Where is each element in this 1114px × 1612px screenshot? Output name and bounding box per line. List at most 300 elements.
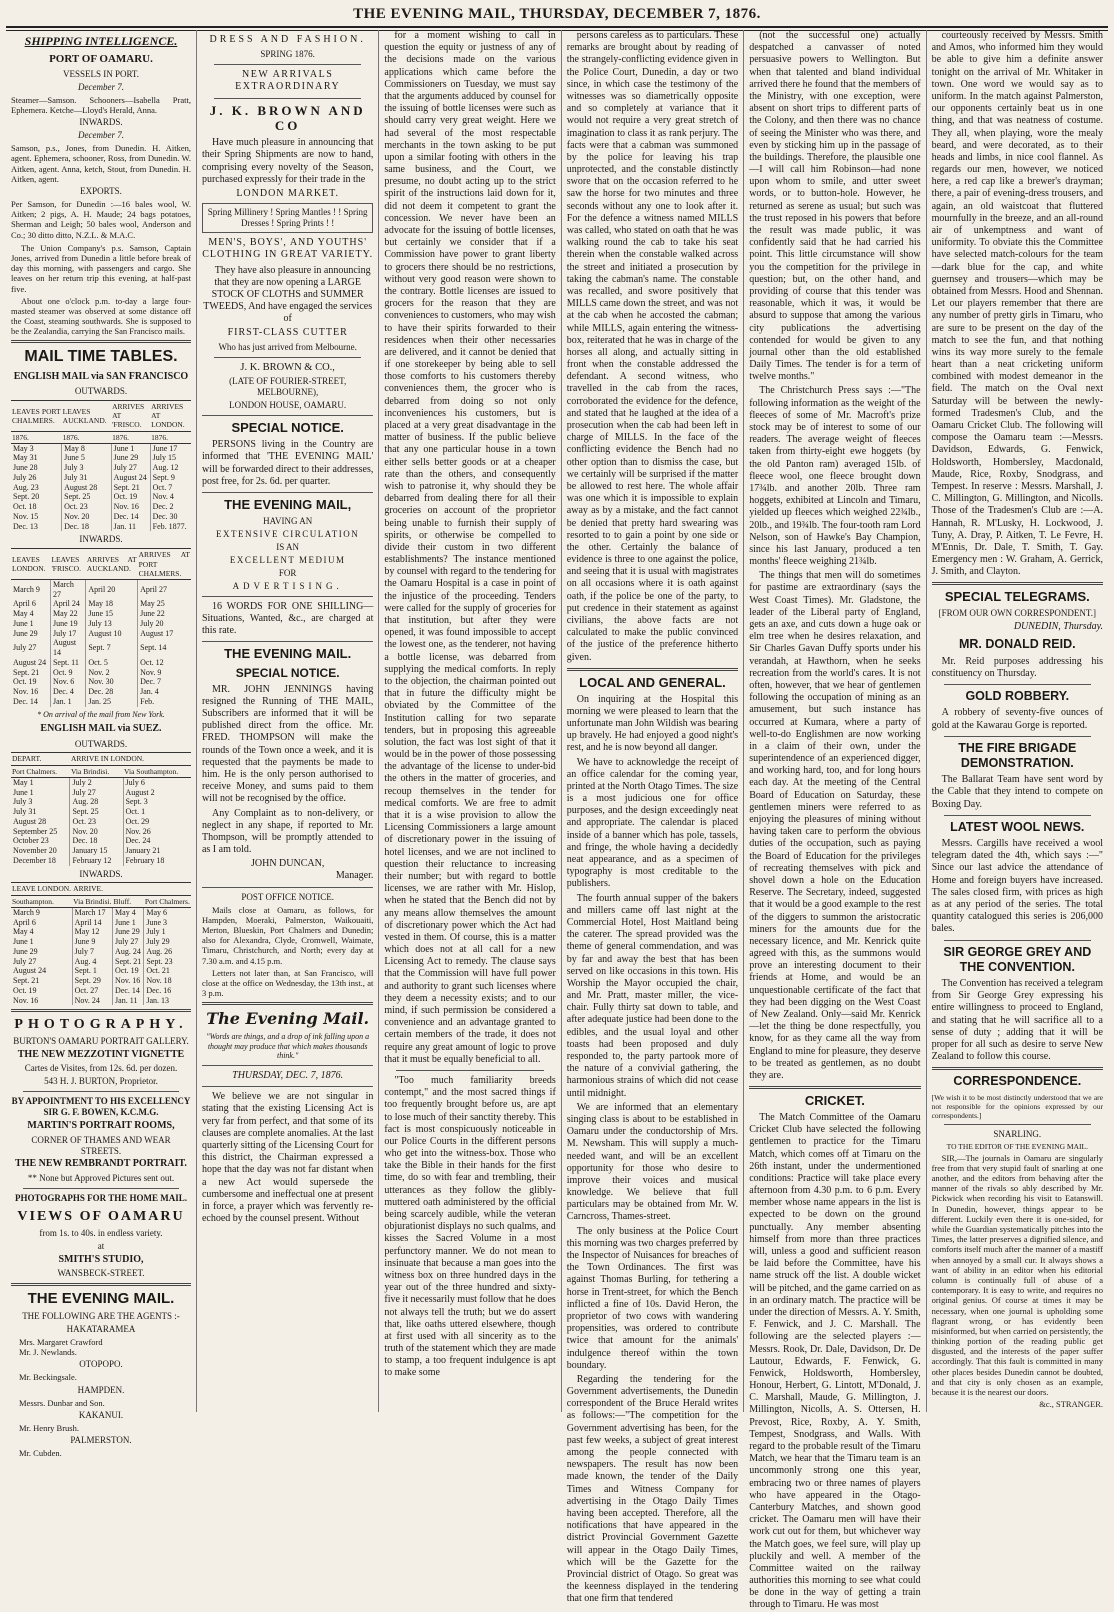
martins-rooms: MARTIN'S PORTRAIT ROOMS, (27, 1120, 175, 1132)
table-cell: June 28 (11, 463, 62, 473)
table-cell: Dec. 18 (62, 522, 111, 532)
divider (202, 1065, 373, 1066)
column-3 (379, 30, 561, 1412)
editorial-licensing: for a moment wishing to call in question the equity or justness of any of the decisions made on the various applications which came before the Commissioners on Tuesday, we must say that the arguments adduced by counsel for the issuing of bottle licenses were such as should carry very great weight. Here we had several of the most respectable merchants in the town asking to be put upon a similar footing with others in the same business, and the Court, we presume, no doubt acting up to the strict spirit of the instructions laid down for it, did not deem it competent to grant the concession. We never have been an advocate for the issuing of bottle licenses, but certainly we consider that if a Commission have power to grant liberty to grocers there should be no restrictions, without very good reason were shown to the contrary. Bottle licenses are issued to grocers for the reason that they are conveniences to customers, who may wish to have their spirits forwarded to their residences when their other necessaries are delivered, and it cannot be denied that if one storekeeper by being able to sell those comforts to his customers thereby conveniences them, the grocer who is debarred from doing so not only inconveniences his customers, but is placed at a very great disadvantage in the matter of business. If the public believe that any one particular house in a town either sells better goods or at a cheaper rate than the others, and consequently wish to patronise it, why should they be debarred from dealing there for all their groceries on account of the proprietor being unable to furnish their supply of spirits, or otherwise be compelled to divide their custom in two different establishments? The instance mentioned by counsel with regard to the tendering for the Oamaru Hospital is a case in point of the injustice of the proceeding. Tenders were called for the supply of groceries for that institution, but after they were opened, it was found impossible to accept the lowest one, as the tenderer, not having a bottle license, was debarred from supplying the medical comforts. In reply to the objection, the chairman pointed out that in future the difficulty might be obviated by the Committee of the Institution calling for two separate tenders, but in proposing this agreeable solution, the fact was lost sight of that it would be in the power of those possessing the advantage of the license to under-bid the others in the matter of groceries, and recoup themselves in the tender for medical comforts. We are free to admit that it is a wise provision to allow the Licensing Commissioners a large amount of discretionary power in the issuing of hotel licenses, and we are not inclined to question their reluctance to increasing their number; but with regard to bottle licenses, we are rather with Mr. Hislop, when he stated that the Bench did not by any means allow themselves the amount of discretionary power which the Act had vested in them. Of course, this is a matter which does not at all call for a new Licensing Act to remedy. The clause says that the Commission will have full power and authority to grant such licenses where they deem a necessity exists; and to our mind, if such permission be considered a convenience and an advantage granted to certain members of the trade, it does not require any great amount of logic to prove that it must be equally beneficial to all. (384, 30, 556, 1065)
evening-mail-gothic-title: The Evening Mail. (206, 1009, 370, 1029)
table-cell: Nov. 2 (86, 668, 138, 678)
column-header: ARRIVES AT LONDON. (150, 401, 191, 431)
column-2 (197, 30, 379, 1412)
agent-place: KAKANUI. (78, 1409, 124, 1420)
jk-brown-co: J. K. BROWN & CO., (240, 361, 335, 373)
wansbeck-street: WANSBECK-STREET. (57, 1267, 145, 1278)
table-cell: Dec. 7 (140, 677, 162, 687)
table-cell: Oct. 18 (11, 502, 62, 512)
year-header: 1876. (111, 431, 150, 443)
divider (202, 887, 373, 888)
table-cell: Sept. 23 (146, 956, 173, 966)
table-cell: Oct. 5 (86, 658, 138, 668)
brown-heading: J. K. BROWN AND CO (209, 102, 366, 134)
divider (202, 596, 373, 597)
table-cell: September 25 (11, 827, 70, 837)
vessels-heading: VESSELS IN PORT. (62, 69, 140, 80)
table-row (11, 609, 191, 619)
agent-name: Mrs. Margaret Crawford (19, 1337, 103, 1348)
fire-brigade-text: The Ballarat Team have sent word by the Cable that they intend to compete on Boxing Day. (931, 774, 1103, 810)
local-bakers-supper: The fourth annual supper of the bakers and millers came off last night at the Commercial Hotel, Host Maitland being the caterer. The spread provided was the theme of general commendation, and was by far and away the best that has been served on like occasions in this town. His Worship the Mayor occupied the chair, and Mr. Pratt, master miller, the vice-chair. Fully thirty sat down to table, and after adequate justice had been done to the edibles, and the usual loyal and other toasts had been proposed and duly responded to, the party partook more of the nature of a convivial gathering, the harmonious strains of which did not cease until midnight. (566, 892, 739, 1099)
table-cell: July 27 (11, 638, 50, 658)
table-cell: Oct. 19 (11, 986, 72, 996)
complaint-notice: Any Complaint as to non-delivery, or neglect in any shape, if reported to Mr. Thompson, will be promptly attended to as I am told. (201, 807, 374, 856)
table-cell: June 5 (62, 453, 111, 463)
table-row (11, 788, 191, 798)
photography-heading: PHOTOGRAPHY. (14, 1017, 188, 1033)
table-row (11, 502, 191, 512)
table-cell: August 14 (50, 638, 85, 658)
inwards-label: INWARDS. (79, 534, 123, 545)
table-cell: Oct. 19 (111, 492, 150, 502)
table-row (11, 668, 191, 678)
table-cell: August 28 (11, 817, 70, 827)
agents-heading: THE FOLLOWING ARE THE AGENTS :- (22, 1311, 180, 1322)
table-cell: June 29 (113, 927, 144, 937)
table-cell: Dec. 14 (111, 512, 150, 522)
divider (567, 668, 738, 671)
views-of-oamaru: VIEWS OF OAMARU (17, 1208, 185, 1224)
columns (6, 30, 1108, 1611)
spring-list: Spring Millinery ! Spring Mantles ! ! Spring Dresses ! Spring Prints ! ! (202, 203, 373, 233)
letter-signoff: &c., STRANGER. (1039, 1399, 1103, 1410)
table-cell: June 1 (11, 937, 72, 947)
table-cell: Oct. 27 (72, 986, 112, 996)
cricket-continued: courteously received by Messrs. Smith and Amos, who informed him they would be able to give him a definite answer tonight on the arrival of Mr. Whitaker in town. One word we would say as to uniform. In the match against Palmerston, our opponents certainly beat us in one thing, and that was neatness of costume. They all, when playing, wore the mealy beard, and were decorated, as to their heads and limbs, in nice cool flannel. As regards our men, however, we noticed here, a red cap like a brewer's drayman; there, a pair of evening-dress trousers, and again, an old waistcoat that fluttered mournfully in the breeze, and an all-round air of unkemptness and want of uniformity. To obviate this the Committee have selected match-colours for the team—dark blue for the cap, and white guernsey and trousers—which may be obtained from Messrs. Hood and Shennan. Let our players remember that there are any number of pretty girls in Timaru, who are sure to be present on the day of the match to see the fun, and that nothing wins its way more surely to the female heart than a neat cricketing uniform combined with modest demeanor in the field. The match on the Oval next Saturday will be between the newly-formed Tradesmen's Club, and the Oamaru Cricket Club. The following will compose the Oamaru team :—Messrs. Davidson, Edwards, G. Fenwick, Holdsworth, Hombersley, Macdonald, Maude, Rice, Roxby, Snodgrass, and Tempest. In reserve : Messrs. Marshall, J. C. Millington, G. Millington, and Nicolls. Those of the Tradesmen's Club are :—A. Hannah, R. M'Lusky, H. Lockwood, J. Tuny, A. Dray, P. Aitken, T. Le Fevre, H. M'Ennis, Dr. Dale, T. Smith, T. Gay. Emergency men : W. Graham, A. Gerrick, J. Smith, and Clayton. (931, 30, 1103, 578)
burton-proprietor: 543 H. J. BURTON, Proprietor. (44, 1076, 158, 1087)
table-cell: Nov. 16 (11, 996, 72, 1006)
table-cell: Sept. 20 (11, 492, 62, 502)
table-row (11, 483, 191, 493)
table-row (11, 687, 191, 697)
local-hospital: On inquiring at the Hospital this morning we were pleased to learn that the unfortunate man John Wildish was bearing up bravely. He had enjoyed a good night's rest, and he is now beyond all danger. (566, 693, 739, 754)
london-market: LONDON MARKET. (236, 188, 340, 199)
table-cell: July 13 (86, 619, 138, 629)
table-cell: June 1 (11, 619, 50, 629)
vessels-text: Steamer—Samson. Schooners—Isabella Pratt, Ephemera. Ketche—Lloyd's Herald, Anna. (11, 94, 191, 116)
local-canvasser: (not the successful one) actually despatched a canvasser of noted persuasive powers to Wellington. But when that talented and bland individual arrived there he found that the members of the Ministry, with one exception, were absent on short trips to different parts of the Colony, and then there was no chance of seeing the Minister who was there, and even by sticking him up in the passage of the buildings. Therefore, the plausible one—I will call him Robinson—had none upon whom to smile, and utter sweet words, or to button-hole. However, he returned as serene as usual; but such was the trust reposed in his powers that before the result was made public, it was confidently said that he had carried his point. This little circumstance will show you the competition for the privilege in question; but, on the other hand, and providing of course that this tender was reasonable, which it was, it would be absurd to suppose that among the various city publications the advertising contended for would be given to any journal other than the old established Daily Times. The tender is for a term of twelve months." (749, 30, 921, 383)
year-header: 1876. (62, 431, 111, 443)
divider (214, 64, 361, 65)
gold-robbery-text: A robbery of seventy-five ounces of gold at the Kawarau Gorge is reported. (931, 707, 1103, 731)
table-cell: Nov. 24 (72, 996, 112, 1006)
table-cell: Dec. 28 (86, 687, 138, 697)
table-cell: Nov. 16 (113, 976, 144, 986)
table-cell: November 20 (11, 846, 70, 856)
table-row (11, 807, 191, 817)
table-cell: Dec. 18 (70, 836, 123, 846)
table-cell: January 15 (70, 846, 123, 856)
sub-header: Bluff. (113, 895, 144, 907)
correspondence-note: [We wish it to be most distinctly understood that we are not responsible for the opinions expressed by our correspondents.] (931, 1092, 1103, 1120)
table-cell: Sept. 1 (72, 966, 112, 976)
table-cell: March 9 (11, 579, 50, 599)
divider (944, 815, 1091, 816)
mail-table-suez-inwards (11, 882, 191, 1005)
cricket-heading: CRICKET. (804, 1093, 865, 1109)
fire-brigade-heading: THE FIRE BRIGADE DEMONSTRATION. (958, 740, 1077, 770)
table-row (11, 492, 191, 502)
table-row (11, 512, 191, 522)
table-cell: Sept. 25 (70, 807, 123, 817)
smiths-studio: SMITH'S STUDIO, (58, 1253, 144, 1265)
table-row (11, 453, 191, 463)
table-cell: Jan. 11 (113, 996, 144, 1006)
special-notice-heading: SPECIAL NOTICE. (231, 420, 344, 436)
table-cell: Sept. 21 (11, 668, 50, 678)
local-singing-class: We are informed that an elementary singing class is about to be established in Oamaru under the conductorship of Mrs. M. Newsham. This will supply a much-needed want, and will be an excellent opportunity for those who desire to improve their voices and musical knowledge. We believe that full particulars may be obtained from Mr. W. Carncross, Thames-street. (566, 1101, 739, 1223)
table-row (11, 797, 191, 807)
gold-robbery-heading: GOLD ROBBERY. (965, 689, 1070, 704)
table-cell: July 27 (113, 937, 144, 947)
wool-news-text: Messrs. Cargills have received a wool telegram dated the 4th, which says :—" Since our last advice the attendance of Home and foreign buyers have increased. The sales closed firm, with prices as high as at any period of the series. The total quantity catalogued this series is 206,000 bales. (931, 838, 1103, 935)
column-header: ARRIVES AT AUCKLAND. (86, 549, 138, 579)
steamer-text: About one o'clock p.m. to-day a large four-masted steamer was observed at some distance off the Coast, steaming southwards. She is supposed to be the Zealandia, carrying the San Francisco mails. (11, 295, 191, 337)
table-cell: July 3 (11, 797, 70, 807)
table-cell: Sept. 21 (113, 957, 144, 967)
english-mail-suez-heading: ENGLISH MAIL via SUEZ. (40, 723, 162, 735)
divider (944, 940, 1091, 941)
column-header: LEAVES PORT CHALMERS. (11, 401, 62, 431)
column-1 (6, 30, 197, 1458)
table-cell: July 2 (70, 777, 123, 787)
table-cell: Sept. 14 (140, 643, 167, 653)
table-row (11, 817, 191, 827)
table-cell: Aug. 4 (72, 957, 112, 967)
agent-place: HAKATARAMEA (66, 1324, 136, 1335)
table-cell: Nov. 20 (70, 827, 123, 837)
brown-text: Have much pleasure in announcing that their Spring Shipments are now to hand, comprising every novelty of the Season, purchased expressly for their trade in the (201, 137, 374, 185)
table-row (11, 443, 191, 453)
reid-text: Mr. Reid purposes addressing his constituency on Thursday. (931, 655, 1103, 679)
divider (202, 1086, 373, 1087)
table-cell: Nov. 6 (50, 677, 85, 687)
special-notice-heading-2: SPECIAL NOTICE. (235, 666, 340, 680)
column-header: ARRIVES AT PORT CHALMERS. (138, 550, 190, 578)
dress-fashion-heading: DRESS AND FASHION. (209, 34, 366, 45)
table-cell: Oct. 19 (11, 677, 50, 687)
table-cell: March 27 (50, 579, 85, 599)
table-cell: Aug. 24 (113, 947, 144, 957)
london-house: LONDON HOUSE, OAMARU. (229, 400, 347, 411)
exports-text: Per Samson, for Dunedin :—16 bales wool, W. Aitken; 2 pigs, A. H. Maude; 24 bags potatoes, Sherman and Leigh; 50 bales wool, Anderson and Co.; 30 ditto ditto, N.Z.L. & M.A.C. (11, 199, 191, 240)
table-cell: July 1 (146, 927, 166, 937)
wool-news-heading: LATEST WOOL NEWS. (950, 819, 1085, 834)
table-cell: December 18 (11, 856, 70, 866)
column-header: ARRIVE IN LONDON. (70, 753, 191, 765)
corner-streets: CORNER OF THAMES AND WEAR STREETS. (31, 1134, 171, 1156)
table-cell: August 24 (11, 966, 72, 976)
table-cell: May 22 (50, 609, 85, 619)
table-cell: April 6 (11, 918, 72, 928)
table-cell: Dec. 2 (152, 502, 174, 512)
table-row (11, 856, 191, 866)
dunedin-dateline: DUNEDIN, Thursday. (1013, 621, 1103, 633)
table-cell: July 3 (62, 463, 111, 473)
table-cell: Oct. 19 (113, 966, 144, 976)
table-row (11, 996, 191, 1006)
at-label: at (97, 1240, 105, 1251)
table-cell: Nov. 4 (152, 492, 174, 502)
column-header: ARRIVES AT 'FRISCO. (111, 401, 150, 431)
column-header: LEAVE LONDON. (12, 884, 72, 894)
agent-name: Mr. J. Newlands. (19, 1347, 77, 1358)
exports-heading: EXPORTS. (80, 186, 122, 197)
table-cell: Feb. (140, 696, 155, 706)
editorial-text: We believe we are not singular in stating that the existing Licensing Act is very far from perfect, and that some of its clauses are complete anomalies. At the last quarterly sitting of the Licensing Court for this district, the Chairman expressed a hope that the day was not far distant when a new Act would supersede the cumbersome and ineffectual one at present in force, a prayer which was fervently re-echoed by the counsel present. Without (201, 1091, 374, 1225)
divider (202, 1002, 373, 1005)
table-cell: Sept. 21 (111, 483, 150, 493)
table-cell: Oct. 23 (70, 817, 123, 827)
table-cell: Jan. 1 (50, 697, 85, 707)
table-cell: May 6 (146, 907, 168, 917)
evening-mail-heading-2: THE EVENING MAIL. (224, 646, 352, 662)
agent-name: Messrs. Dunbar and Son. (19, 1397, 105, 1408)
table-row (11, 947, 191, 957)
local-general-heading: LOCAL AND GENERAL. (579, 674, 726, 690)
grey-convention-text: The Convention has received a telegram from Sir George Grey expressing his entire willingness to proceed to England, and stating that he will sacrifice all to a sense of duty ; adding that it will be proper for all such as desire to serve New Zealand to follow this course. (931, 978, 1103, 1063)
agent-name: Mr. Henry Brush. (19, 1422, 79, 1433)
table-cell: Aug. 28 (70, 797, 123, 807)
table-row (11, 966, 191, 976)
editorial-familiarity: "Too much familiarity breeds contempt," and the most sacred things if too frequently brought before us, are apt to lose much of their sanctity thereby. This fact is most conspicuously noticeable in our Police Courts in the different persons who get into the witness-box. Those who take the Bible in their hands for the first time, do so with fear and trembling, their utterances as they follow the glibly-muttered oath administered by the official being scarcely audible, while the veteran objurationist displays no such qualms, and kisses the Sacred Volume in a most perfunctory manner. We do not mean to insinuate that because a man goes into the witness box on three hundred days in the year out of the three hundred and sixty-five it necessarily must follow that he does not always tell the truth; but we do assert that, like oaths uttered elsewhere, though at first used with all sincerity as to the truth of the statement which they are made to stamp, a too frequent indulgence is apt to make some (384, 1074, 556, 1379)
table-cell: August 17 (140, 628, 174, 638)
table-cell: Oct. 29 (125, 816, 150, 826)
table-cell: Nov. 15 (11, 512, 62, 522)
table-cell: Jan. 4 (140, 687, 159, 697)
divider (396, 1070, 543, 1071)
reid-heading: MR. DONALD REID. (958, 637, 1076, 652)
table-row (11, 463, 191, 473)
table-cell: Aug. 26 (146, 946, 173, 956)
table-cell: Nov. 16 (11, 687, 50, 697)
table-cell: Aug. 12 (152, 463, 179, 473)
table-cell: Dec. 16 (146, 985, 172, 995)
table-row (11, 599, 191, 609)
table-row (11, 579, 191, 599)
sixteen-words: 16 WORDS FOR ONE SHILLING— Situations, Wanted, &c., are charged at this rate. (201, 600, 374, 636)
table-cell: June 19 (50, 619, 85, 629)
shipping-heading: SHIPPING INTELLIGENCE. (24, 34, 178, 48)
table-cell: May 25 (140, 599, 165, 609)
divider (932, 1067, 1103, 1070)
inwards-heading: INWARDS. (79, 117, 123, 128)
excellent-medium: EXCELLENT MEDIUM (229, 554, 346, 565)
table-cell: Sept. 21 (11, 976, 72, 986)
to-editor: TO THE EDITOR OF THE EVENING MAIL. (946, 1141, 1088, 1151)
table-cell: Sept. 25 (62, 492, 111, 502)
cartes-price: Cartes de Visites, from 12s. 6d. per dozen. (24, 1063, 178, 1074)
arrival-note: * On arrival of the mail from New York. (37, 709, 165, 719)
advertising-label: ADVERTISING. (232, 580, 343, 591)
table-row (11, 846, 191, 856)
table-cell: June 3 (146, 917, 168, 927)
table-cell: Sept. 11 (50, 658, 85, 668)
mail-table-sf-inwards (11, 548, 191, 706)
table-cell: Oct. 12 (140, 657, 164, 667)
table-cell: July 15 (152, 453, 176, 463)
table-cell: June 29 (11, 629, 50, 639)
divider (944, 1124, 1091, 1125)
inwards-label-suez: INWARDS. (79, 868, 123, 879)
table-cell: Nov. 18 (146, 976, 172, 985)
union-text: The Union Company's p.s. Samson, Captain Jones, arrived from Dunedin a little before break of day this morning, with passengers and cargo. She leaves on her return trip this evening, at half-past five. (11, 242, 191, 294)
table-cell: Jan. 25 (86, 697, 138, 707)
table-cell: July 31 (11, 807, 70, 817)
table-cell: June 1 (113, 918, 144, 928)
table-row (11, 907, 191, 917)
extensive-circulation: EXTENSIVE CIRCULATION (216, 528, 360, 539)
table-cell: Nov. 9 (140, 667, 162, 677)
column-header: DEPART. (11, 753, 70, 765)
table-cell: August 28 (62, 483, 111, 493)
table-cell: Aug. 23 (11, 483, 62, 493)
table-row (11, 522, 191, 532)
table-cell: Jan. 13 (146, 995, 170, 1005)
mail-table-suez-outwards (11, 752, 191, 865)
english-mail-sf-heading: ENGLISH MAIL via SAN FRANCISCO (13, 370, 189, 382)
table-cell: July 6 (125, 777, 145, 787)
for-label: FOR (278, 567, 297, 578)
table-cell: May 18 (86, 599, 138, 609)
divider (944, 736, 1091, 737)
evening-mail-agents-title: THE EVENING MAIL. (27, 1289, 175, 1307)
table-cell: April 6 (11, 599, 50, 609)
table-cell: May 4 (11, 609, 50, 619)
table-cell: June 15 (86, 609, 138, 619)
sub-header: Via Southampton. (123, 765, 191, 777)
table-cell: Dec. 4 (50, 687, 85, 697)
table-cell: July 29 (146, 937, 170, 946)
column-6 (927, 30, 1108, 1412)
divider (11, 1283, 191, 1286)
agent-place: HAMPDEN. (77, 1384, 125, 1395)
grey-convention-heading: SIR GEORGE GREY AND THE CONVENTION. (943, 944, 1092, 974)
table-row (11, 836, 191, 846)
rembrandt-portrait: THE NEW REMBRANDT PORTRAIT. (15, 1158, 187, 1170)
agents-list (11, 1324, 191, 1458)
agent-name: Mr. Beckingsale. (19, 1372, 77, 1383)
snarling-heading: SNARLING. (993, 1128, 1042, 1139)
post-office-text: Mails close at Oamaru, as follows, for Hampden, Moeraki, Palmerston, Waikouaiti, Merton, Blueskin, Port Chalmers and Dunedin; also for Alexandra, Clyde, Cromwell, Waimate, Timaru, Christchurch, and North; every day at 7.30 a.m. and 4.15 p.m. (201, 904, 374, 966)
inwards-text: Samson, p.s., Jones, from Dunedin. H. Aitken, agent. Ephemera, schooner, Ross, from Dunedin. W. Aitken, agent. Anna, ketch, Stout, from Dunedin. H. Aitken, agent. (11, 143, 191, 184)
table-cell: August 24 (11, 658, 50, 668)
column-4 (562, 30, 744, 1605)
table-cell: July 27 (111, 463, 150, 473)
table-cell: January 21 (125, 846, 161, 855)
table-cell: August 10 (86, 629, 138, 639)
sub-header: Port Chalmers. (144, 896, 190, 906)
table-cell: Dec. 14 (11, 697, 50, 707)
spring-year: SPRING 1876. (260, 49, 315, 60)
table-cell: February 12 (70, 856, 123, 866)
table-cell: Oct. 7 (152, 482, 173, 492)
special-telegrams-heading: SPECIAL TELEGRAMS. (944, 589, 1090, 605)
divider (202, 641, 373, 642)
masthead: THE EVENING MAIL, THURSDAY, DECEMBER 7, 1876. (6, 4, 1108, 28)
table-cell: August 24 (111, 473, 150, 483)
table-cell: Oct. 23 (62, 502, 111, 512)
table-cell: May 3 (11, 443, 62, 453)
table-cell: Nov. 26 (125, 826, 151, 836)
table-cell: Sept. 9 (152, 472, 175, 482)
table-cell: June 9 (72, 937, 112, 947)
table-cell: Oct. 21 (146, 966, 170, 976)
table-row (11, 638, 191, 658)
persons-notice: PERSONS living in the Country are informed that 'THE EVENING MAIL' will be forwarded direct to their addresses, post free, for 2s. 6d. per quarter. (201, 439, 374, 487)
table-cell: June 29 (111, 453, 150, 463)
local-police-court: The only business at the Police Court this morning was two charges preferred by the Inspector of Nuisances for breaches of the Town Ordinances. The first was against Thomas Burling, for tethering a horse in Trent-street, for which the Bench inflicted a fine of 10s. David Heron, the proprietor of two cows with wandering propensities, was ordered to contribute twice that amount for the animals' indulgence thereof within the town boundary. (566, 1225, 739, 1371)
table-cell: April 24 (50, 599, 85, 609)
divider (202, 415, 373, 416)
jennings-notice: MR. JOHN JENNINGS having resigned the Running of THE MAIL, Subscribers are informed that it will be published direct from the office. Mr. FRED. THOMPSON will make the rounds of the Town once a week, and it is requested that the payments be made to him. He is the only person authorised to receive Money, and sums paid to them will not be recognised by the office. (201, 683, 374, 805)
mens-clothing-heading: MEN'S, BOYS', AND YOUTHS' CLOTHING IN GREAT VARIETY. (202, 237, 374, 261)
mail-tables-heading: MAIL TIME TABLES. (24, 348, 178, 366)
table-cell: March 17 (72, 907, 112, 917)
table-cell: Jan. 11 (111, 522, 150, 532)
table-cell: May 12 (72, 927, 112, 937)
table-cell: Feb. 1877. (152, 521, 187, 531)
late-of: (LATE OF FOURIER-STREET, MELBOURNE), (229, 376, 347, 398)
table-cell: May 1 (11, 777, 70, 787)
column-header: LEAVES LONDON. (11, 549, 50, 579)
frisco-mail-text: Letters not later than, at San Francisco, will close at the office on Wednesday, the 13th inst., at 3 p.m. (201, 967, 374, 999)
table-row (11, 697, 191, 707)
table-cell: Sept. 29 (72, 976, 112, 986)
table-cell: June 22 (140, 609, 165, 619)
table-cell: March 9 (11, 907, 72, 917)
year-header: 1876. (150, 431, 191, 443)
table-cell: July 26 (11, 473, 62, 483)
divider (214, 98, 361, 99)
divider (932, 582, 1103, 585)
table-cell: June 1 (11, 788, 70, 798)
column-5 (744, 30, 926, 1611)
mezzotint-vignette: THE NEW MEZZOTINT VIGNETTE (17, 1049, 185, 1061)
table-cell: July 7 (72, 947, 112, 957)
table-row (11, 957, 191, 967)
column-header: LEAVES AUCKLAND. (62, 401, 111, 431)
table-row (11, 677, 191, 687)
table-row (11, 473, 191, 483)
table-cell: May 4 (113, 907, 144, 917)
table-cell: May 4 (11, 927, 72, 937)
melbourne-text: Who has just arrived from Melbourne. (218, 341, 357, 352)
photographs-home-mail: PHOTOGRAPHS FOR THE HOME MAIL. (15, 1192, 187, 1203)
table-row (11, 629, 191, 639)
burton-gallery: BURTON'S OAMARU PORTRAIT GALLERY. (13, 1036, 189, 1047)
divider (11, 1009, 191, 1012)
divider (23, 1188, 179, 1189)
agent-name: Mr. Cubden. (19, 1447, 62, 1458)
duncan-signature: JOHN DUNCAN, (251, 858, 325, 870)
divider (23, 1091, 179, 1092)
column-header: LEAVES 'FRISCO. (50, 549, 85, 579)
table-cell: Dec. 13 (11, 522, 62, 532)
table-cell: July 27 (70, 788, 123, 798)
mail-table-sf-outwards (11, 400, 191, 531)
issue-date: THURSDAY, DEC. 7, 1876. (232, 1070, 344, 1082)
table-cell: Dec. 24 (125, 836, 151, 846)
table-row (11, 658, 191, 668)
table-cell: July 27 (11, 957, 72, 967)
divider (214, 357, 361, 358)
